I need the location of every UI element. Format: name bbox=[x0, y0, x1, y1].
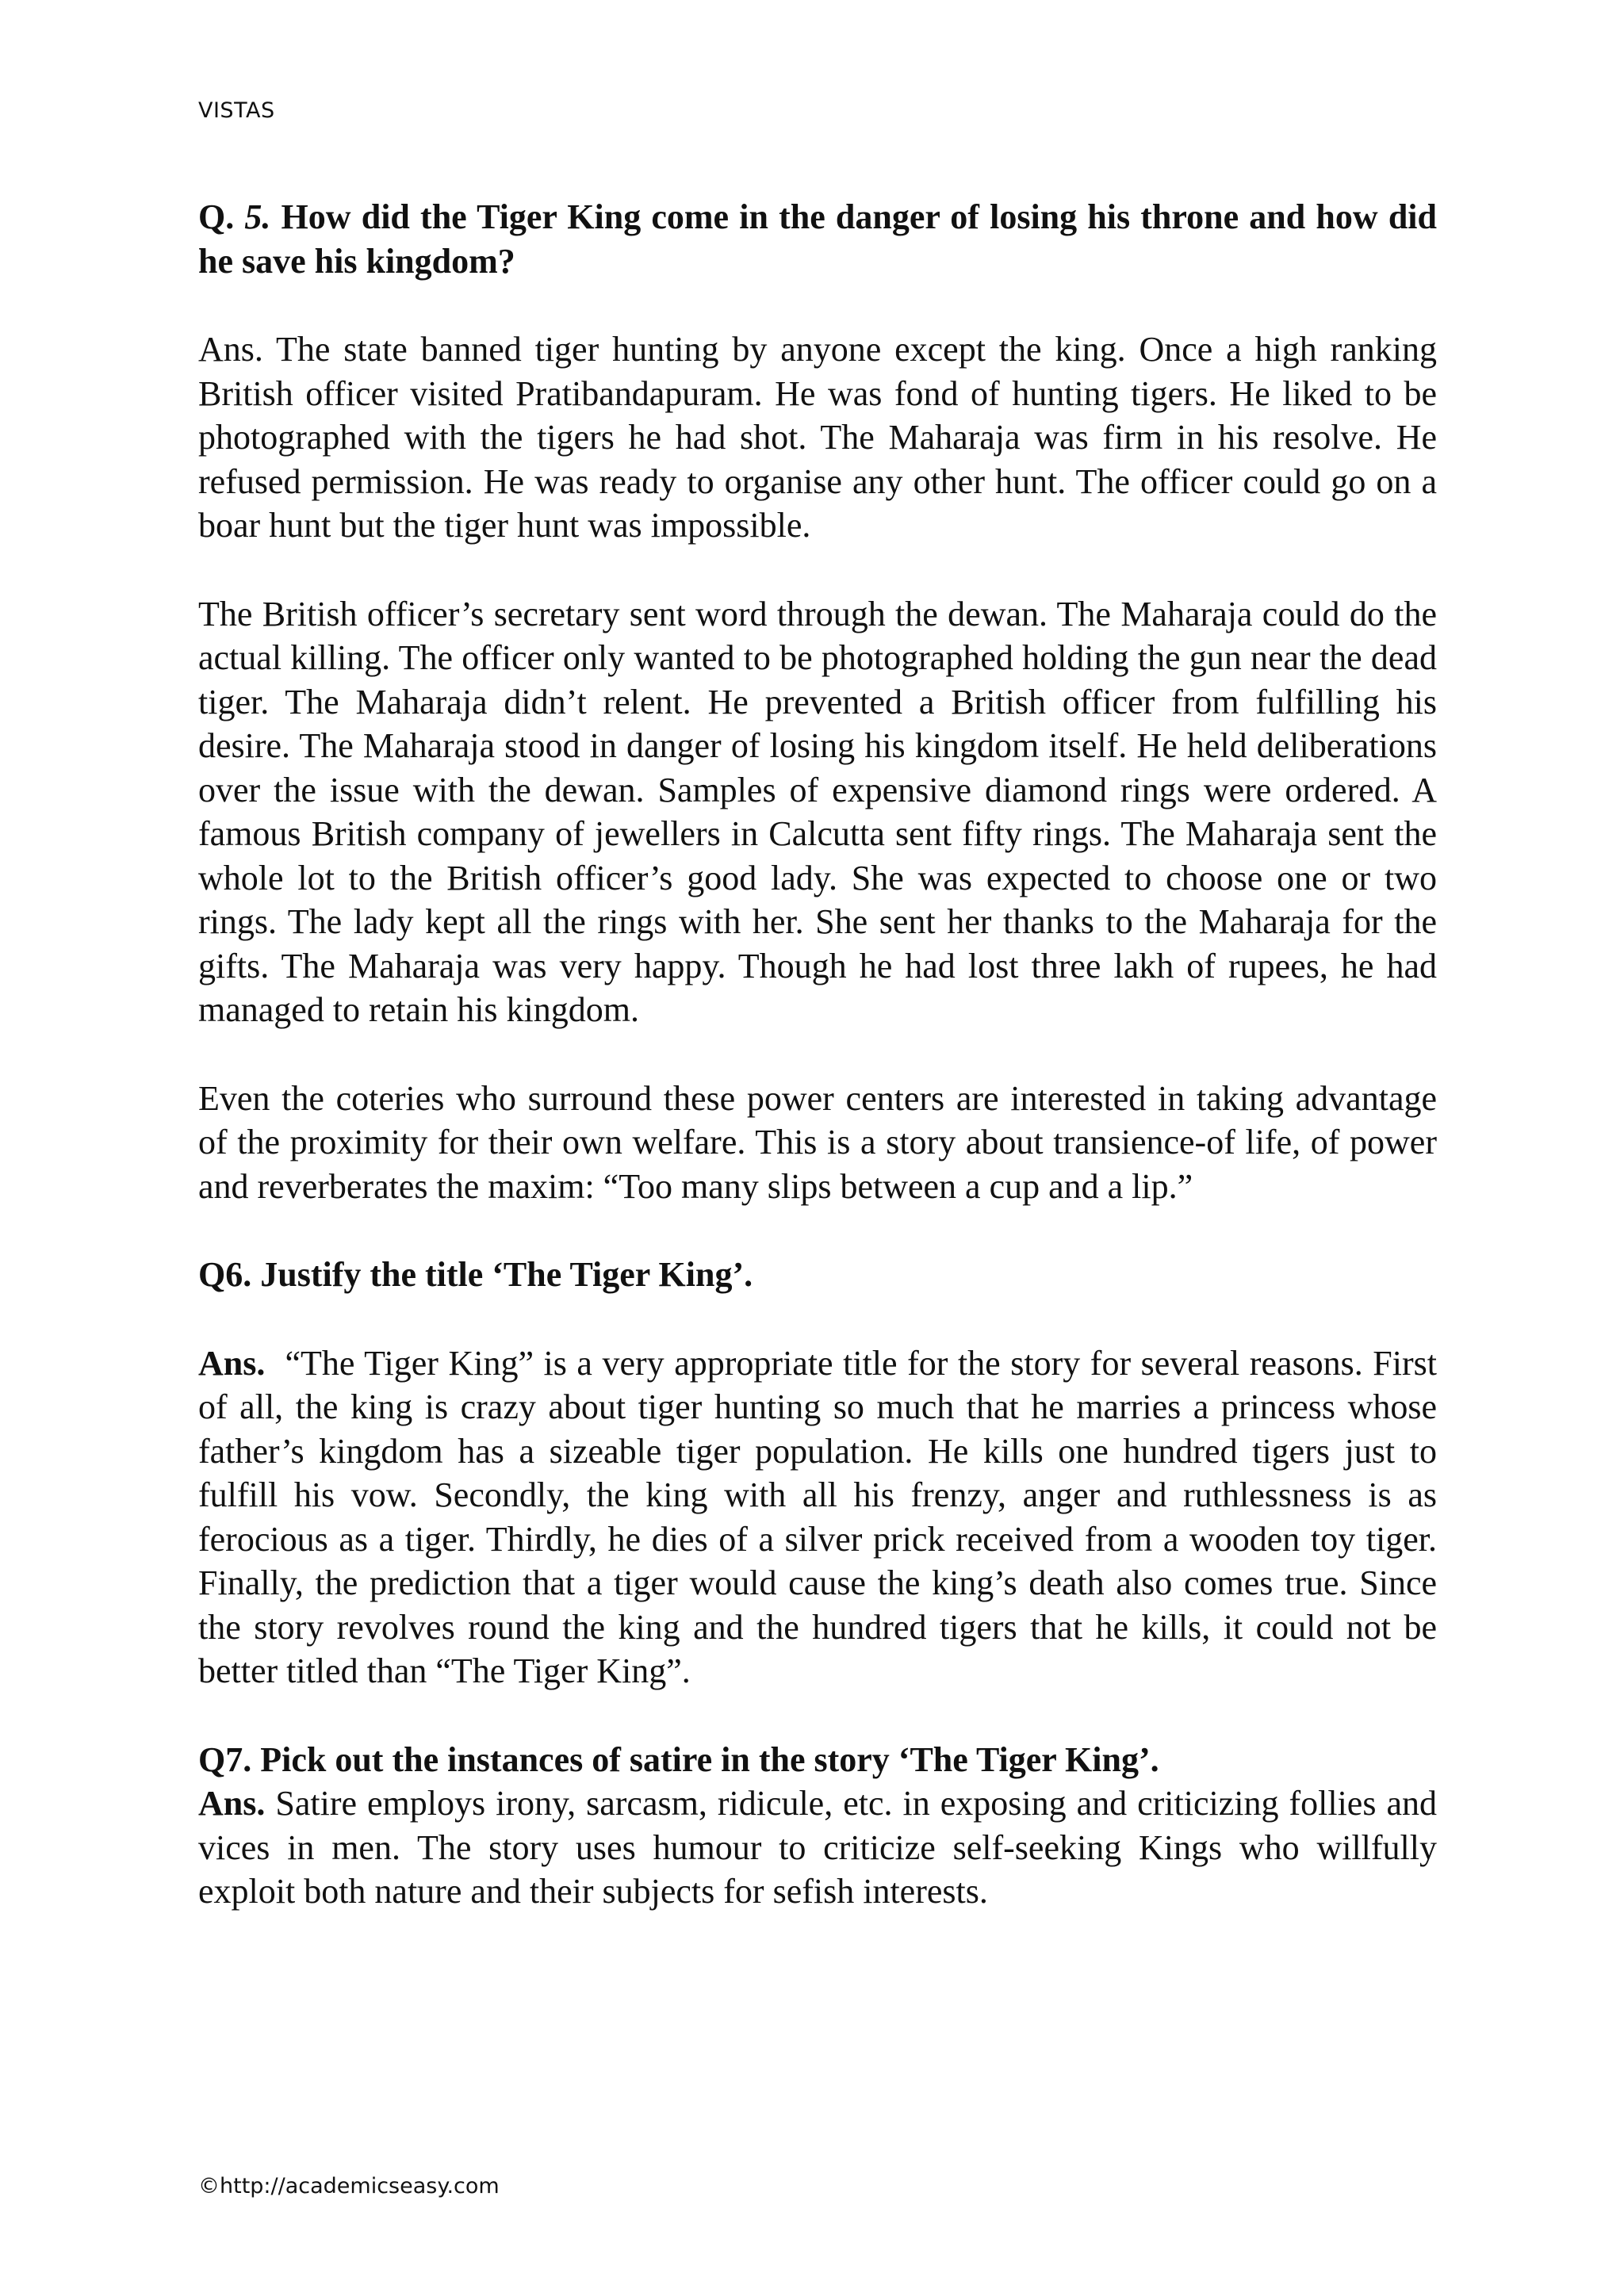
question-7: Q7. Pick out the instances of satire in the story ‘The Tiger King’. bbox=[198, 1739, 1159, 1779]
footer-source-link: ©http://academicseasy.com bbox=[198, 2174, 500, 2198]
question-5 bbox=[198, 195, 1437, 283]
answer-6-text: “The Tiger King” is a very appropriate title for the story for several reasons. First of all, the king is crazy about tiger hunting so much that he marries a princess whose father’s kingdom has a sizeable tiger population. He kills one hundred tigers just to fulfill his vow. Secondly, the king with all his frenzy, anger and ruthlessness is as ferocious as a tiger. Thirdly, he dies of a silver prick received from a wooden toy tiger. Finally, the prediction that a tiger would cause the king’s death also comes true. Since the story revolves round the king and the hundred tigers that he kills, it could not be better titled than “The Tiger King”. bbox=[198, 1343, 1446, 1690]
page-body bbox=[198, 195, 1446, 1914]
answer-5-paragraph-2: The British officer’s secretary sent word through the dewan. The Maharaja could do the actual killing. The officer only wanted to be photographed holding the gun near the dead tiger. The Maharaja didn’t relent. He prevented a British officer from fulfilling his desire. The Maharaja stood in danger of losing his kingdom itself. He held deliberations over the issue with the dewan. Samples of expensive diamond rings were ordered. A famous British company of jewellers in Calcutta sent fifty rings. The Maharaja sent the whole lot to the British officer’s good lady. She was expected to choose one or two rings. The lady kept all the rings with her. She sent her thanks to the Maharaja for the gifts. The Maharaja was very happy. Though he had lost three lakh of rupees, he had managed to retain his kingdom. bbox=[198, 594, 1437, 1029]
answer-5-paragraph-1: Ans. The state banned tiger hunting by anyone except the king. Once a high ranking British officer visited Pratibandapuram. He was fond of hunting tigers. He liked to be photographed with the tigers he had shot. The Maharaja was firm in his resolve. He refused permission. He was ready to organise any other hunt. The officer could go on a boar hunt but the tiger hunt was impossible. bbox=[198, 330, 1437, 545]
question-5-number: 5. bbox=[244, 197, 271, 236]
question-6: Q6. Justify the title ‘The Tiger King’. bbox=[198, 1255, 753, 1294]
answer-7-text: Satire employs irony, sarcasm, ridicule, etc. in exposing and criticizing follies and vices in men. The story uses humour to criticize self-seeking Kings who willfully exploit both nature and their subjects for sefish interests. bbox=[198, 1784, 1437, 1911]
answer-6-label: Ans. bbox=[198, 1343, 266, 1383]
answer-7-label: Ans. bbox=[198, 1784, 266, 1823]
question-5-text: How did the Tiger King come in the danger of losing his throne and how did he save his kingdom? bbox=[198, 197, 1437, 281]
answer-7 bbox=[198, 1781, 1437, 1914]
running-header: VISTAS bbox=[198, 98, 275, 123]
answer-5-paragraph-3: Even the coteries who surround these power centers are interested in taking advantage of the proximity for their own welfare. This is a story about transience-of life, of power and reverberates the maxim: “Too many slips between a cup and a lip.” bbox=[198, 1078, 1437, 1206]
question-5-prefix: Q. bbox=[198, 197, 245, 236]
answer-6 bbox=[198, 1341, 1446, 1693]
